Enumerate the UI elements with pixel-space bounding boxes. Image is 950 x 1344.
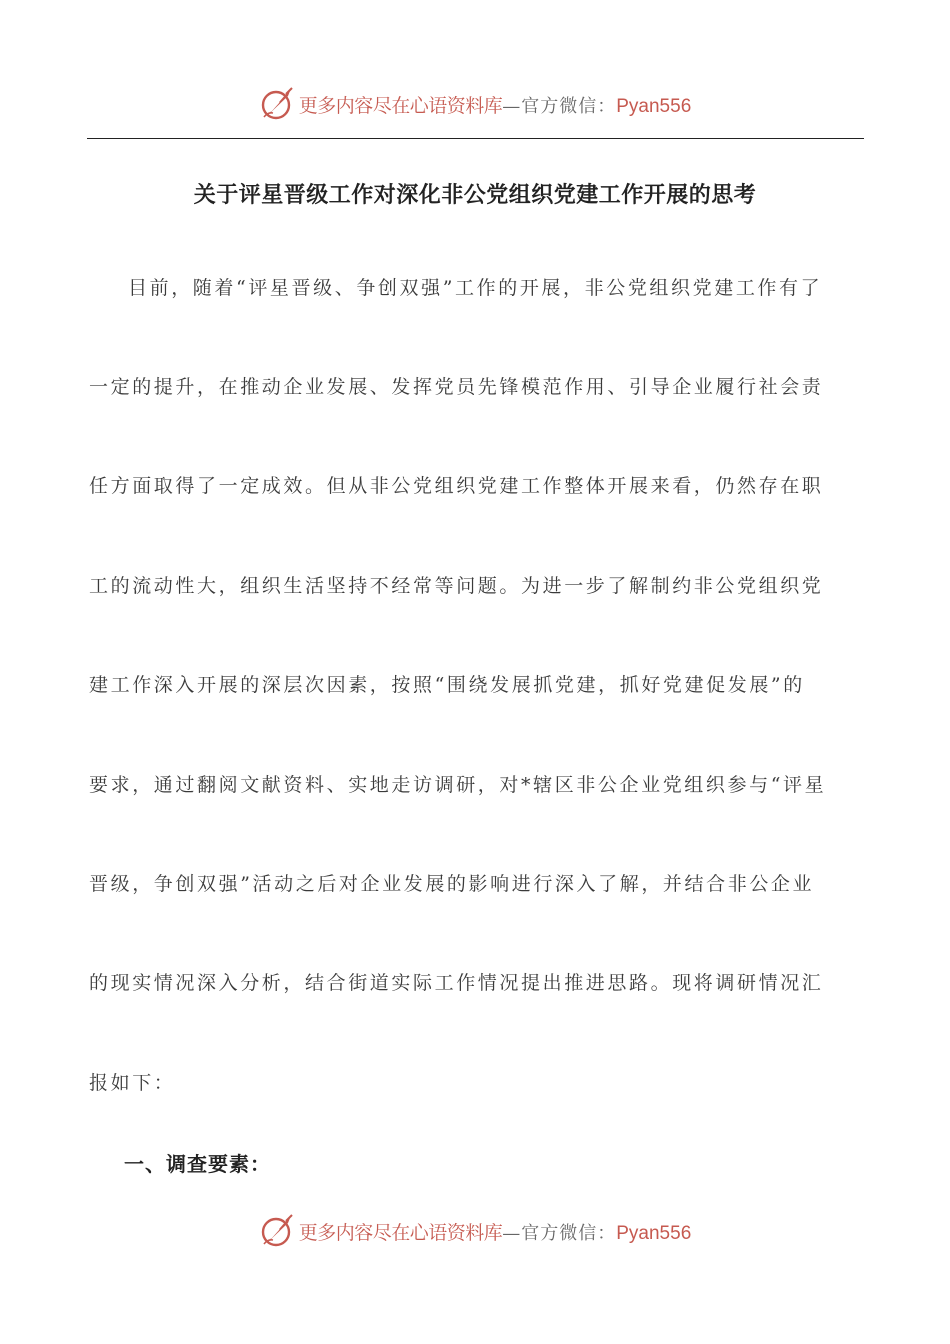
footer-banner-site-name: 更多内容尽在心语资料库 — [298, 1221, 503, 1244]
section-heading: 一、调查要素： — [124, 1152, 271, 1176]
quill-pen-logo-icon — [259, 86, 295, 122]
quill-pen-logo-icon — [259, 1213, 295, 1249]
paragraph-line: 要求，通过翻阅文献资料、实地走访调研，对*辖区非公企业党组织参与“评星 — [89, 774, 827, 796]
footer-banner — [0, 1209, 950, 1253]
footer-banner-wechat-label: —官方微信： — [502, 1222, 617, 1244]
paragraph-line: 目前，随着“评星晋级、争创双强”工作的开展，非公党组织党建工作有了 — [128, 277, 823, 299]
header-banner-wechat-id: Pyan556 — [616, 95, 692, 117]
header-banner-wechat-label: —官方微信： — [502, 95, 617, 117]
footer-banner-text — [299, 1218, 692, 1245]
paragraph-line: 工的流动性大，组织生活坚持不经常等问题。为进一步了解制约非公党组织党 — [89, 575, 824, 597]
paragraph-line: 一定的提升，在推动企业发展、发挥党员先锋模范作用、引导企业履行社会责 — [89, 376, 824, 398]
document-title: 关于评星晋级工作对深化非公党组织党建工作开展的思考 — [193, 183, 757, 208]
header-banner-site-name: 更多内容尽在心语资料库 — [298, 94, 503, 117]
paragraph-line: 建工作深入开展的深层次因素，按照“围绕发展抓党建，抓好党建促发展”的 — [89, 674, 805, 696]
paragraph-line: 的现实情况深入分析，结合街道实际工作情况提出推进思路。现将调研情况汇 — [89, 972, 824, 994]
header-banner — [0, 82, 950, 126]
paragraph-line: 晋级，争创双强”活动之后对企业发展的影响进行深入了解，并结合非公企业 — [89, 873, 815, 895]
header-banner-text — [299, 91, 692, 118]
paragraph-line: 任方面取得了一定成效。但从非公党组织党建工作整体开展来看，仍然存在职 — [89, 475, 824, 497]
footer-banner-wechat-id: Pyan556 — [616, 1222, 692, 1244]
header-divider — [87, 138, 864, 139]
paragraph-line: 报如下： — [89, 1072, 176, 1094]
